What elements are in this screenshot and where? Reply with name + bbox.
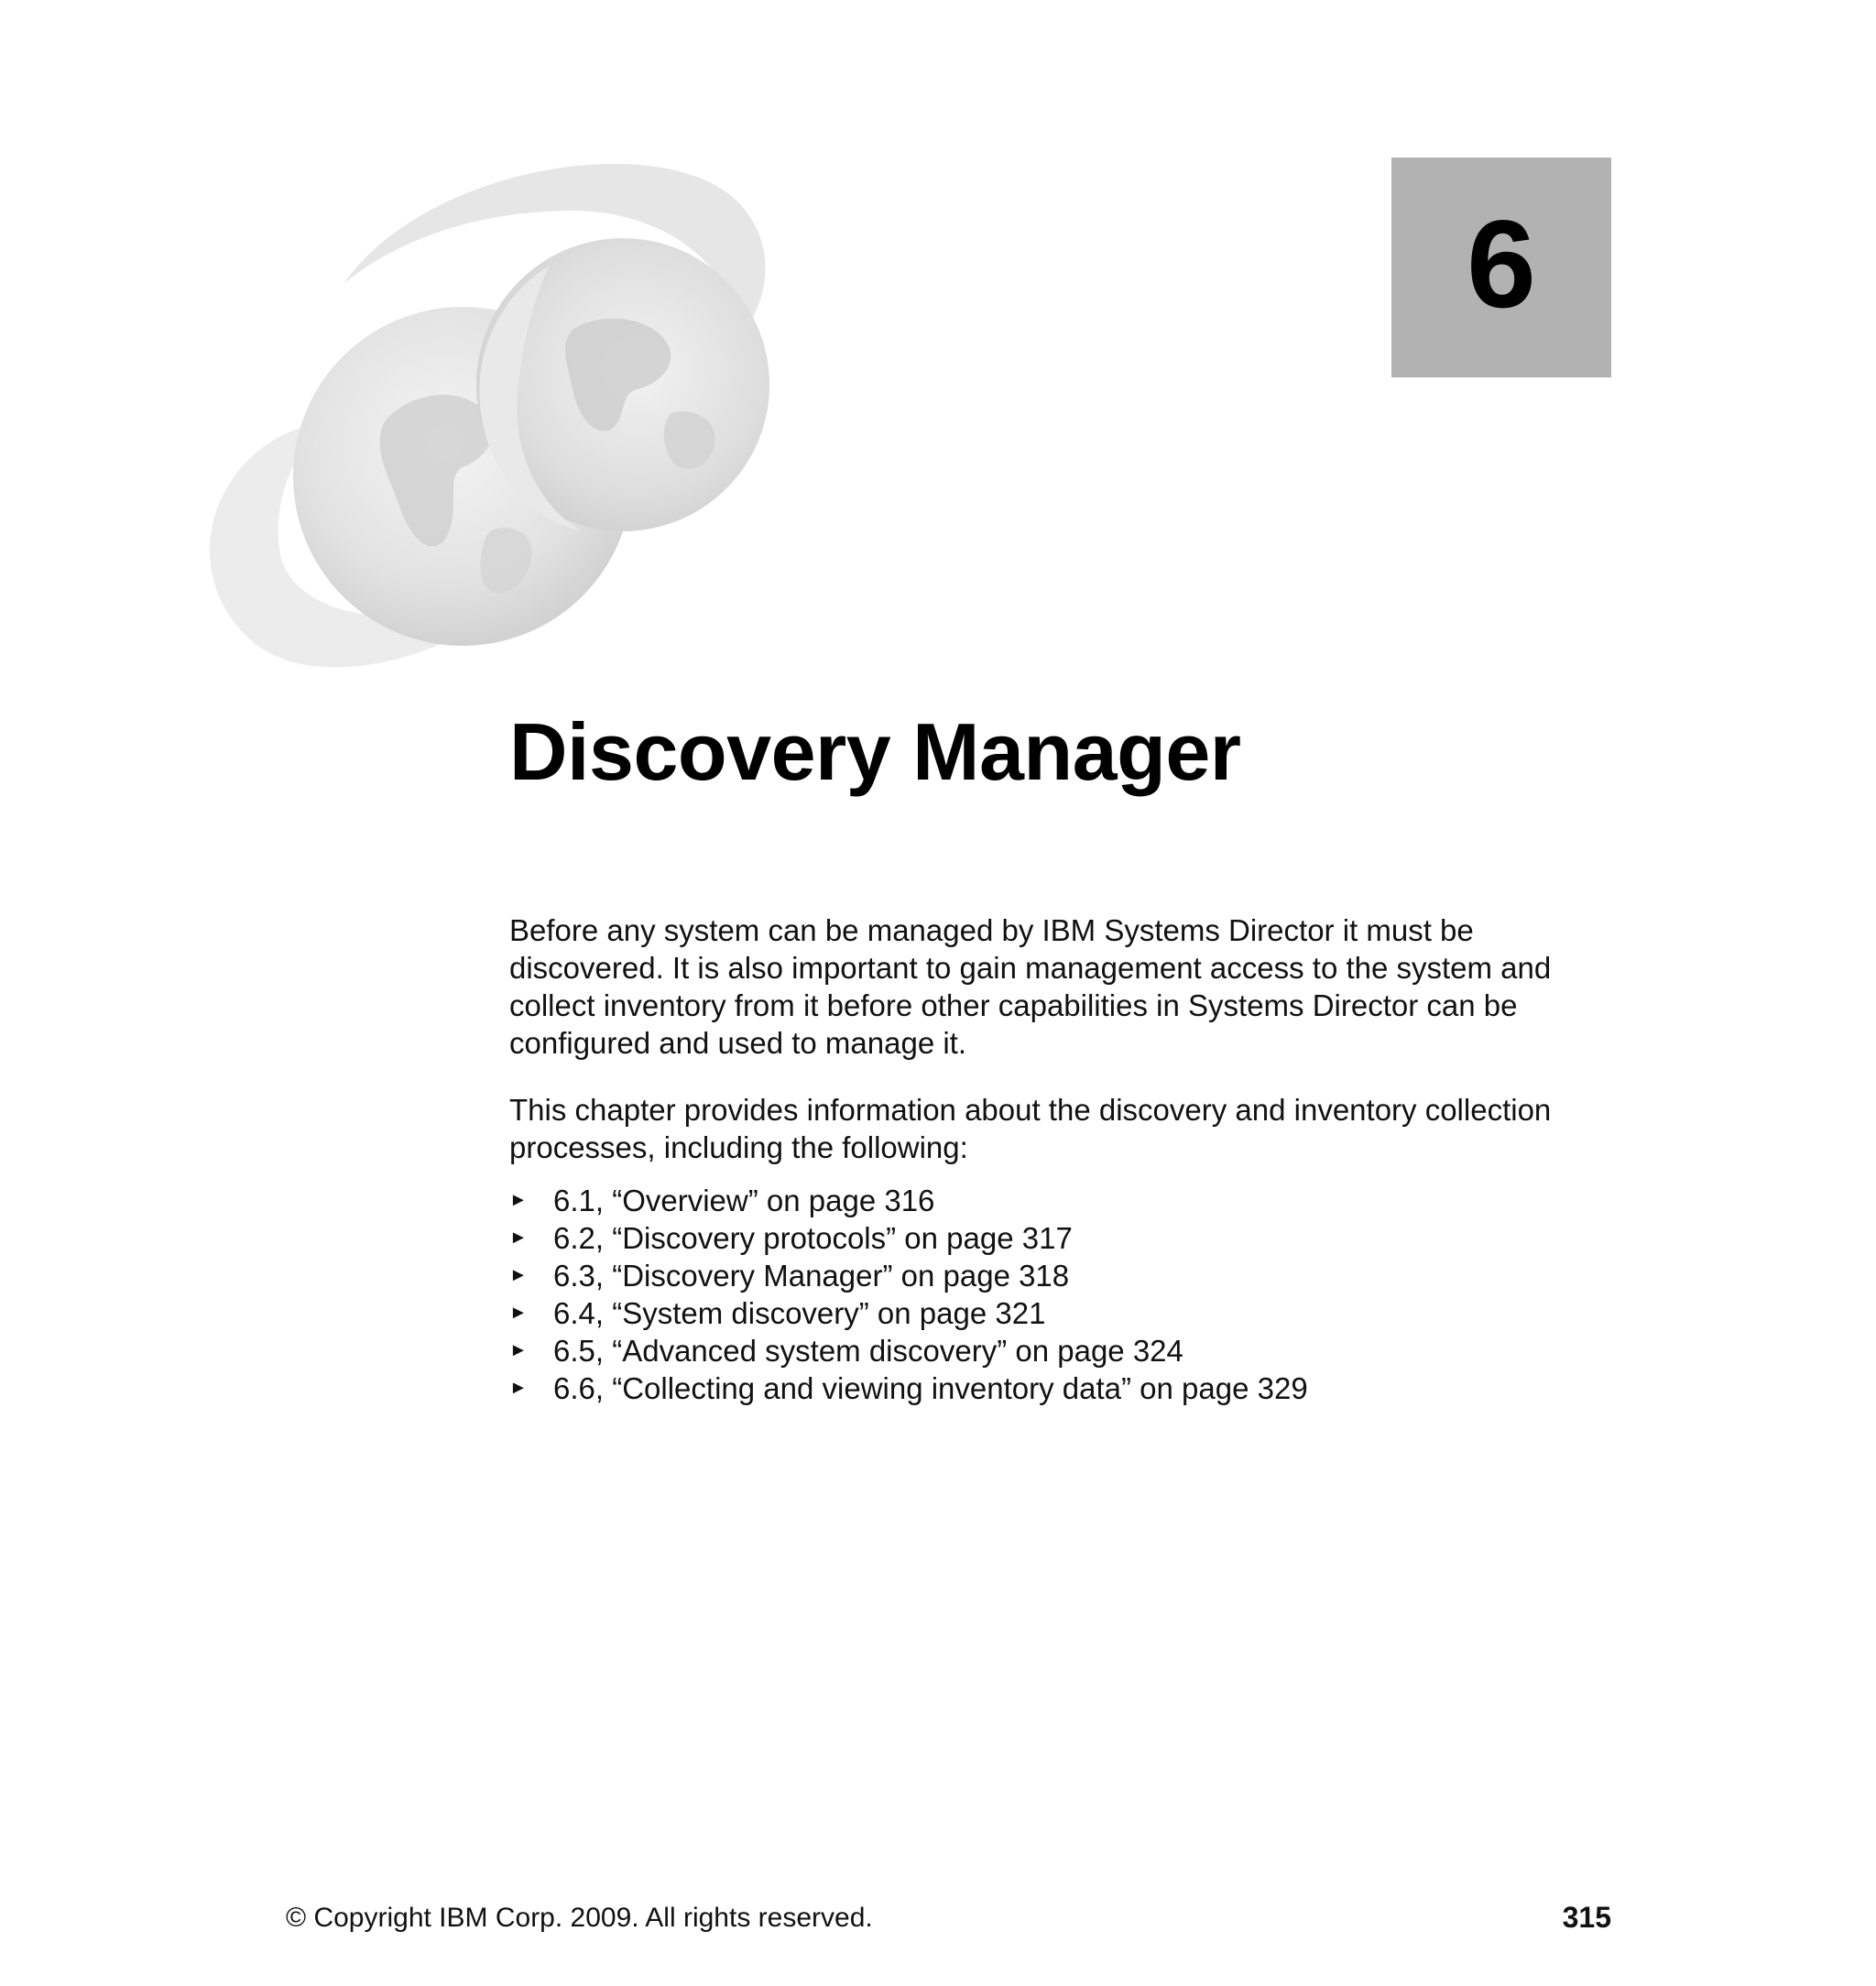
chapter-overview-paragraph: This chapter provides information about the discovery and inventory collection processes, including the following: (509, 1093, 1552, 1164)
list-item[interactable] (509, 1332, 1308, 1369)
intro-paragraph: Before any system can be managed by IBM Systems Director it must be discovered. It is also important to gain management access to the system and collect inventory from it before other capabilities in Systems Director can be configured and used to manage it. (509, 913, 1552, 1060)
section-list (509, 1182, 1308, 1407)
section-link[interactable]: 6.2, “Discovery protocols” on page 317 (553, 1221, 1073, 1255)
chapter-number: 6 (1467, 194, 1536, 333)
bullet-arrow-icon: ► (509, 1265, 528, 1285)
chapter-title: Discovery Manager (509, 706, 1241, 797)
list-item[interactable] (509, 1219, 1308, 1257)
globe-swoosh-logo-icon (188, 147, 847, 678)
section-link[interactable]: 6.6, “Collecting and viewing inventory data” on page 329 (553, 1371, 1308, 1405)
bullet-arrow-icon: ► (509, 1228, 528, 1248)
copyright-notice: © Copyright IBM Corp. 2009. All rights reserved. (286, 1903, 873, 1933)
list-item[interactable] (509, 1182, 1308, 1219)
bullet-arrow-icon: ► (509, 1303, 528, 1323)
page-number: 315 (1562, 1901, 1611, 1934)
bullet-arrow-icon: ► (509, 1340, 528, 1360)
section-link[interactable]: 6.3, “Discovery Manager” on page 318 (553, 1259, 1070, 1293)
list-item[interactable] (509, 1369, 1308, 1407)
section-link[interactable]: 6.4, “System discovery” on page 321 (553, 1296, 1046, 1330)
section-link[interactable]: 6.1, “Overview” on page 316 (553, 1184, 935, 1217)
bullet-arrow-icon: ► (509, 1190, 528, 1210)
bullet-arrow-icon: ► (509, 1378, 528, 1398)
list-item[interactable] (509, 1294, 1308, 1332)
chapter-number-box (1391, 158, 1611, 377)
section-link[interactable]: 6.5, “Advanced system discovery” on page 324 (553, 1334, 1183, 1368)
list-item[interactable] (509, 1257, 1308, 1294)
